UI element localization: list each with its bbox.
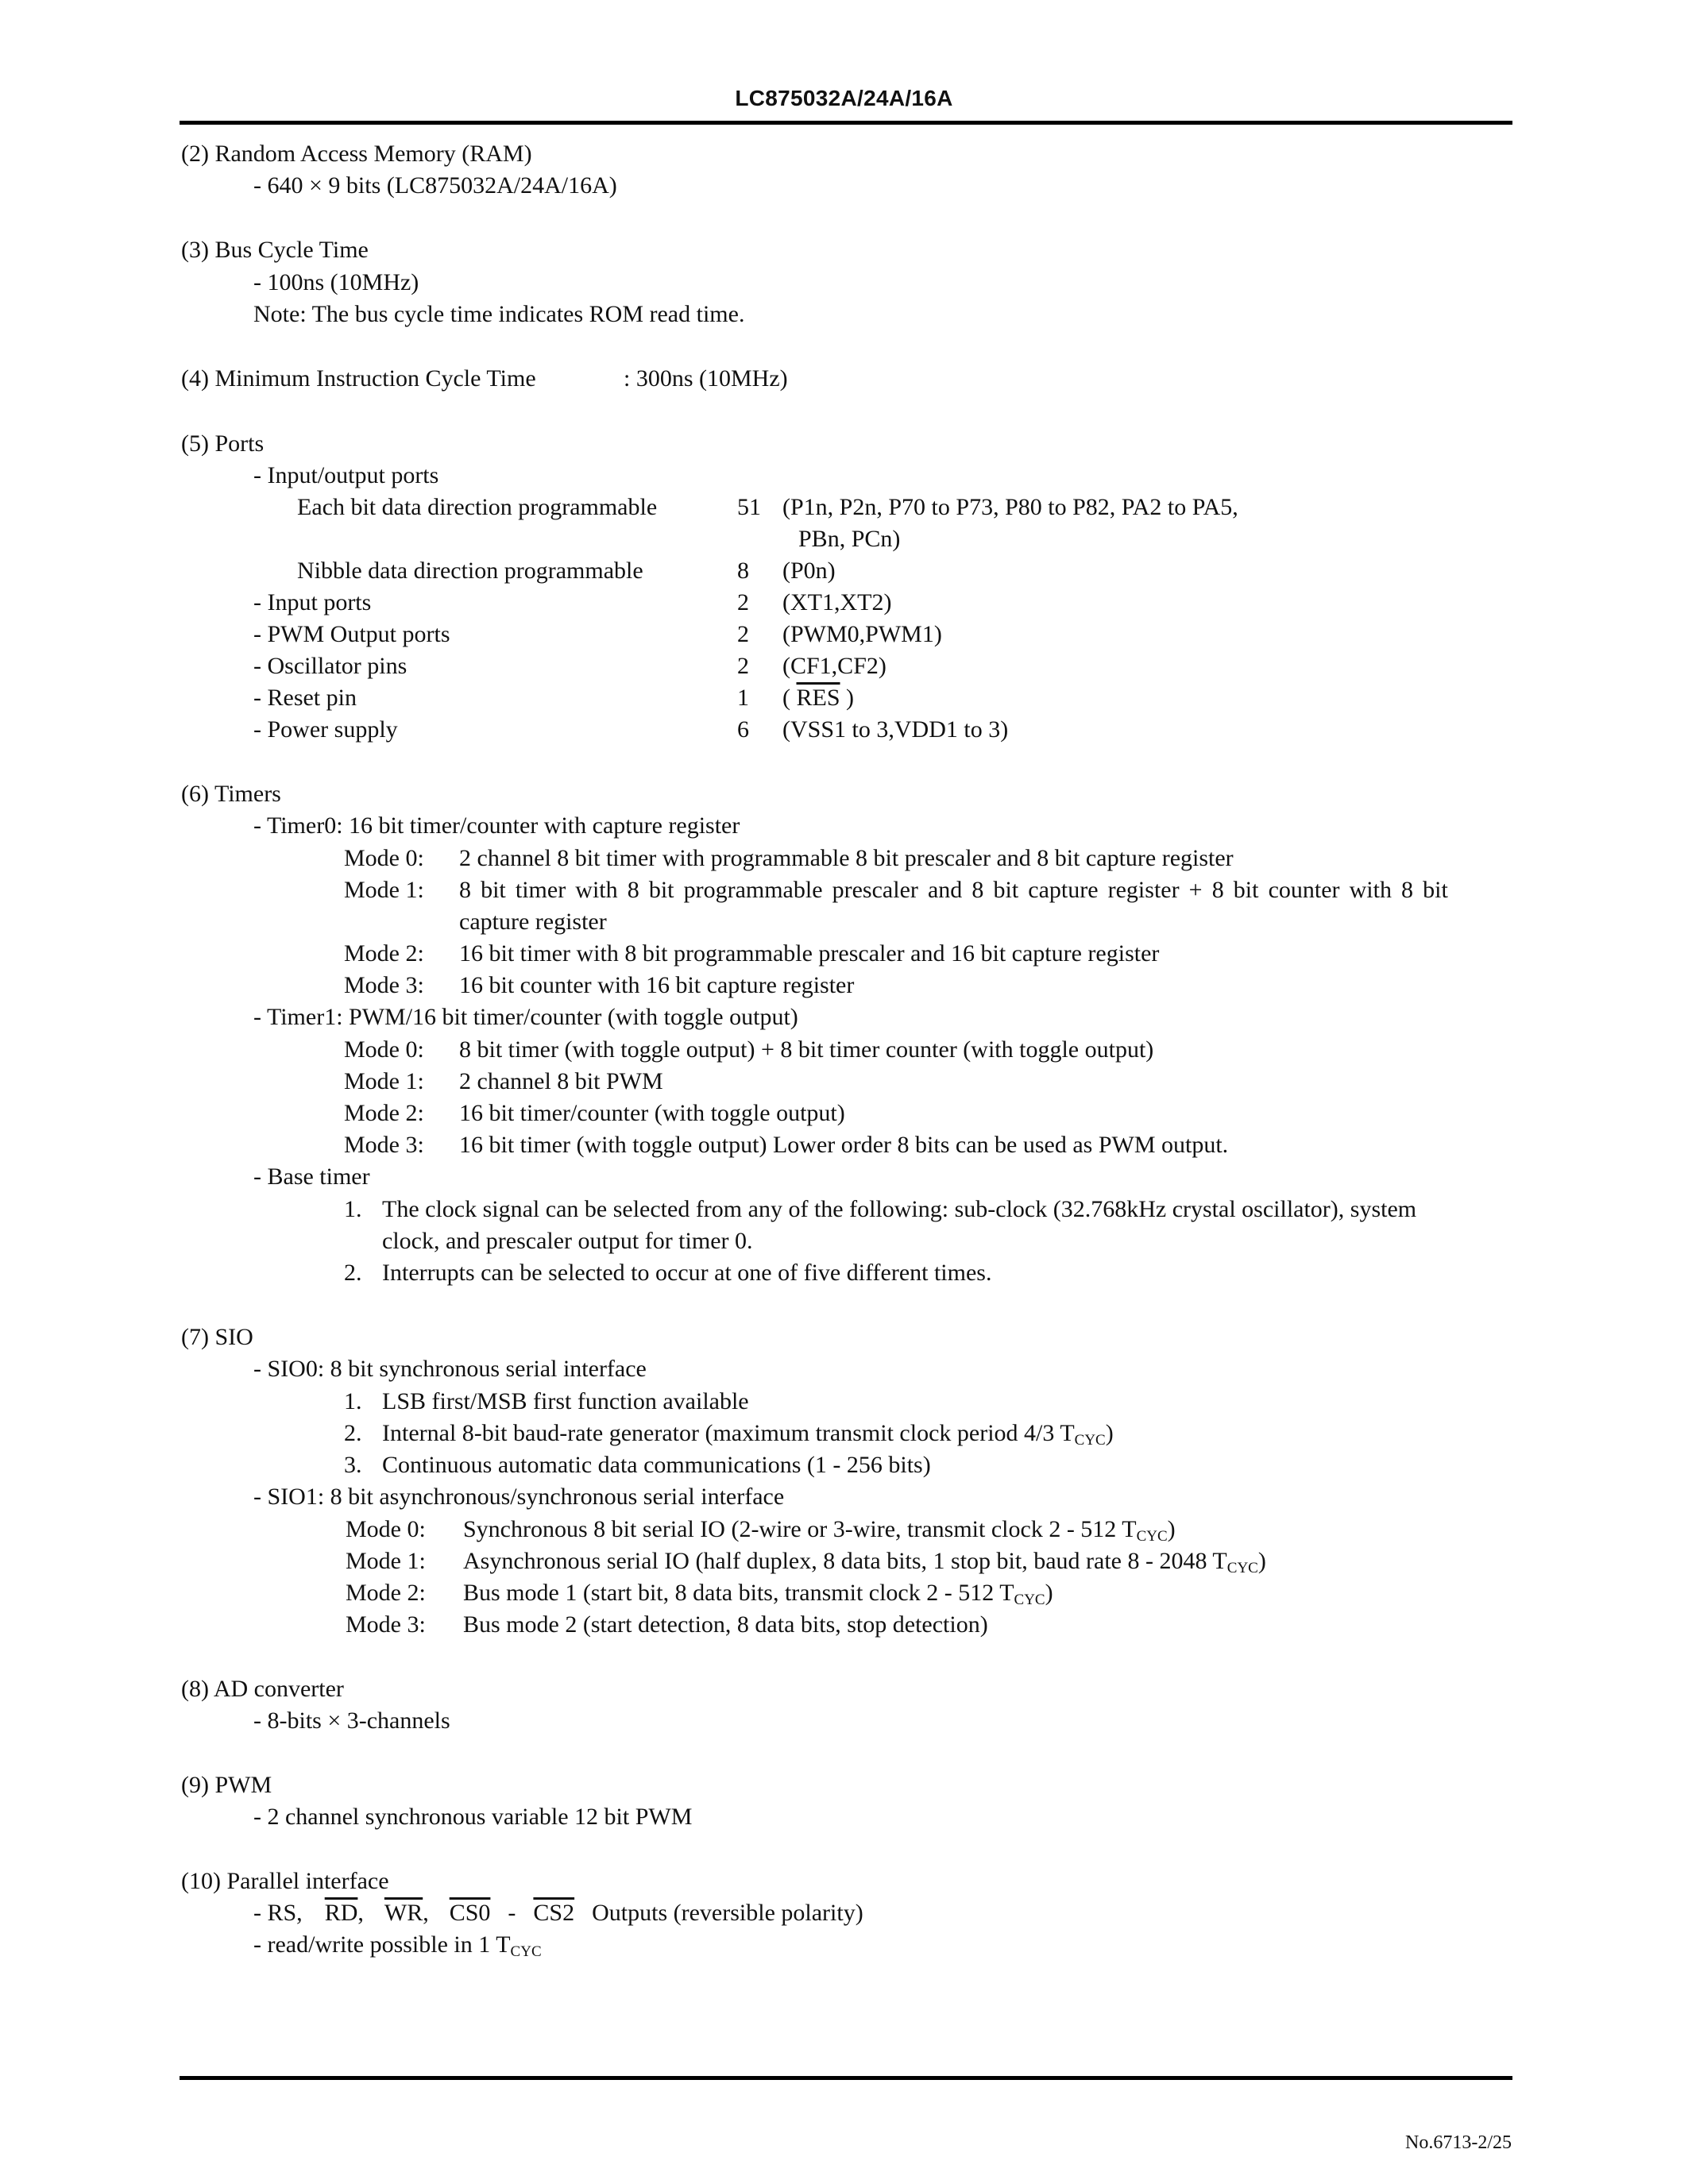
res-signal: $\overline{RES}$ xyxy=(796,685,840,711)
ports-row-desc: (CF1,CF2) xyxy=(782,653,886,679)
timer1-mode-label: Mode 1: xyxy=(344,1068,424,1094)
base-timer-label: - Base timer xyxy=(253,1163,370,1190)
sio1-mode-text: Synchronous 8 bit serial IO (2-wire or 3-wire, transmit clock 2 - 512 $T_{CYC}$) xyxy=(463,1516,1176,1545)
pwm-spec: - 2 channel synchronous variable 12 bit PWM xyxy=(253,1804,693,1830)
ports-row-label: - Reset pin xyxy=(253,685,357,711)
timer0-mode-text-continued: capture register xyxy=(459,909,607,935)
timer1-mode-text: 8 bit timer (with toggle output) + 8 bit timer counter (with toggle output) xyxy=(459,1036,1154,1063)
ports-row-count: 1 xyxy=(737,685,749,711)
sio1-mode-text: Asynchronous serial IO (half duplex, 8 data bits, 1 stop bit, baud rate 8 - 2048 $T_{CYC}$) xyxy=(463,1548,1266,1576)
ports-row-desc: (P1n, P2n, P70 to P73, P80 to P82, PA2 to PA5, xyxy=(782,494,1238,520)
rd-signal: $\overline{RD}$ xyxy=(324,1900,358,1926)
ports-row-desc-reset xyxy=(782,682,854,714)
sio0-label: - SIO0: 8 bit synchronous serial interface xyxy=(253,1356,647,1382)
section-ram-title: (2) Random Access Memory (RAM) xyxy=(181,141,532,167)
ports-row-label: Nibble data direction programmable xyxy=(297,558,643,584)
timer0-mode-label: Mode 1: xyxy=(344,877,424,903)
ports-row-label: - Power supply xyxy=(253,716,398,743)
min-instruction-value: : 300ns (10MHz) xyxy=(624,365,788,392)
sio0-item-text: LSB first/MSB first function available xyxy=(382,1388,749,1414)
bus-cycle-spec: - 100ns (10MHz) xyxy=(253,269,419,295)
ports-row-desc-continued: PBn, PCn) xyxy=(798,526,901,552)
ports-row-label: - PWM Output ports xyxy=(253,621,450,647)
timer0-mode-label: Mode 3: xyxy=(344,972,424,998)
ad-spec: - 8-bits × 3-channels xyxy=(253,1707,450,1734)
timer0-mode-text: 8 bit timer with 8 bit programmable prescaler and 8 bit capture register + 8 bit counter with 8 bit xyxy=(459,877,1448,903)
bus-cycle-note: Note: The bus cycle time indicates ROM read time. xyxy=(253,301,745,327)
timer0-label: - Timer0: 16 bit timer/counter with capture register xyxy=(253,812,740,839)
ports-row-desc: (XT1,XT2) xyxy=(782,589,892,615)
ports-row-desc: (P0n) xyxy=(782,558,836,584)
base-timer-item-text-continued: clock, and prescaler output for timer 0. xyxy=(382,1228,753,1254)
sio1-mode-label: Mode 2: xyxy=(346,1580,426,1606)
section-pwm-title: (9) PWM xyxy=(181,1772,272,1798)
parallel-signals-line: - RS, $\overline{RD}$, $\overline{WR}$, CS0 - CS2 Outputs (reversible polarity) xyxy=(253,1900,863,1926)
timer0-mode-text: 2 channel 8 bit timer with programmable 8 bit prescaler and 8 bit capture register xyxy=(459,845,1234,871)
timer1-mode-text: 2 channel 8 bit PWM xyxy=(459,1068,663,1094)
timer0-mode-text: 16 bit counter with 16 bit capture register xyxy=(459,972,855,998)
wr-signal: $\overline{WR}$ xyxy=(384,1900,423,1926)
cs2-signal: CS2 xyxy=(533,1900,575,1926)
section-ports-title: (5) Ports xyxy=(181,430,265,457)
timer1-mode-text: 16 bit timer/counter (with toggle output) xyxy=(459,1100,845,1126)
sio0-item-text: Continuous automatic data communications (1 - 256 bits) xyxy=(382,1452,931,1478)
ports-row-count: 2 xyxy=(737,589,749,615)
base-timer-item-number: 1. xyxy=(344,1196,362,1222)
sio1-mode-label: Mode 3: xyxy=(346,1611,426,1638)
base-timer-item-text: The clock signal can be selected from any of the following: sub-clock (32.768kHz crystal oscillator), system xyxy=(382,1196,1417,1222)
sio1-label: - SIO1: 8 bit asynchronous/synchronous serial interface xyxy=(253,1484,785,1510)
ports-row-label: Each bit data direction programmable xyxy=(297,494,658,520)
header-rule xyxy=(180,121,1512,125)
ports-row-count: 2 xyxy=(737,621,749,647)
sio0-item-number: 2. xyxy=(344,1420,362,1446)
timer1-mode-label: Mode 0: xyxy=(344,1036,424,1063)
paren-close: ) xyxy=(846,685,855,711)
timer1-mode-label: Mode 3: xyxy=(344,1132,424,1158)
ports-row-count: 2 xyxy=(737,653,749,679)
sio0-item-number: 1. xyxy=(344,1388,362,1414)
section-min-instruction-title: (4) Minimum Instruction Cycle Time xyxy=(181,365,536,392)
timer1-label: - Timer1: PWM/16 bit timer/counter (with toggle output) xyxy=(253,1004,798,1030)
timer0-mode-label: Mode 0: xyxy=(344,845,424,871)
section-bus-cycle-title: (3) Bus Cycle Time xyxy=(181,237,369,263)
page-number: No.6713-2/25 xyxy=(1405,2132,1512,2153)
cs0-signal: CS0 xyxy=(449,1900,491,1926)
section-sio-title: (7) SIO xyxy=(181,1324,253,1350)
page-header-part-number: LC875032A/24A/16A xyxy=(735,86,953,110)
footer-rule xyxy=(180,2076,1512,2080)
paren-open: ( xyxy=(782,685,790,711)
ports-row-count: 51 xyxy=(737,494,761,520)
ports-io-label: - Input/output ports xyxy=(253,462,439,488)
ports-row-label: - Input ports xyxy=(253,589,372,615)
sio0-item-number: 3. xyxy=(344,1452,362,1478)
sio1-mode-text: Bus mode 2 (start detection, 8 data bits, stop detection) xyxy=(463,1611,988,1638)
timer0-mode-text: 16 bit timer with 8 bit programmable prescaler and 16 bit capture register xyxy=(459,940,1160,967)
sio1-mode-label: Mode 1: xyxy=(346,1548,426,1574)
sio1-mode-text: Bus mode 1 (start bit, 8 data bits, transmit clock 2 - 512 $T_{CYC}$) xyxy=(463,1580,1053,1608)
sio1-mode-label: Mode 0: xyxy=(346,1516,426,1542)
ports-row-label: - Oscillator pins xyxy=(253,653,408,679)
sio0-item-text: Internal 8-bit baud-rate generator (maximum transmit clock period 4/3 $T_{CYC}$) xyxy=(382,1420,1114,1449)
section-ad-title: (8) AD converter xyxy=(181,1676,344,1702)
timer0-mode-label: Mode 2: xyxy=(344,940,424,967)
timer1-mode-text: 16 bit timer (with toggle output) Lower order 8 bits can be used as PWM output. xyxy=(459,1132,1229,1158)
base-timer-item-number: 2. xyxy=(344,1260,362,1286)
section-parallel-title: (10) Parallel interface xyxy=(181,1868,389,1894)
ram-spec: - 640 × 9 bits (LC875032A/24A/16A) xyxy=(253,172,617,199)
timer1-mode-label: Mode 2: xyxy=(344,1100,424,1126)
ports-row-desc: (VSS1 to 3,VDD1 to 3) xyxy=(782,716,1009,743)
base-timer-item-text: Interrupts can be selected to occur at one of five different times. xyxy=(382,1260,992,1286)
ports-row-count: 8 xyxy=(737,558,749,584)
ports-row-desc: (PWM0,PWM1) xyxy=(782,621,942,647)
ports-row-count: 6 xyxy=(737,716,749,743)
section-timers-title: (6) Timers xyxy=(181,781,281,807)
parallel-rw-line: - read/write possible in 1 $T_{CYC}$ xyxy=(253,1931,542,1960)
